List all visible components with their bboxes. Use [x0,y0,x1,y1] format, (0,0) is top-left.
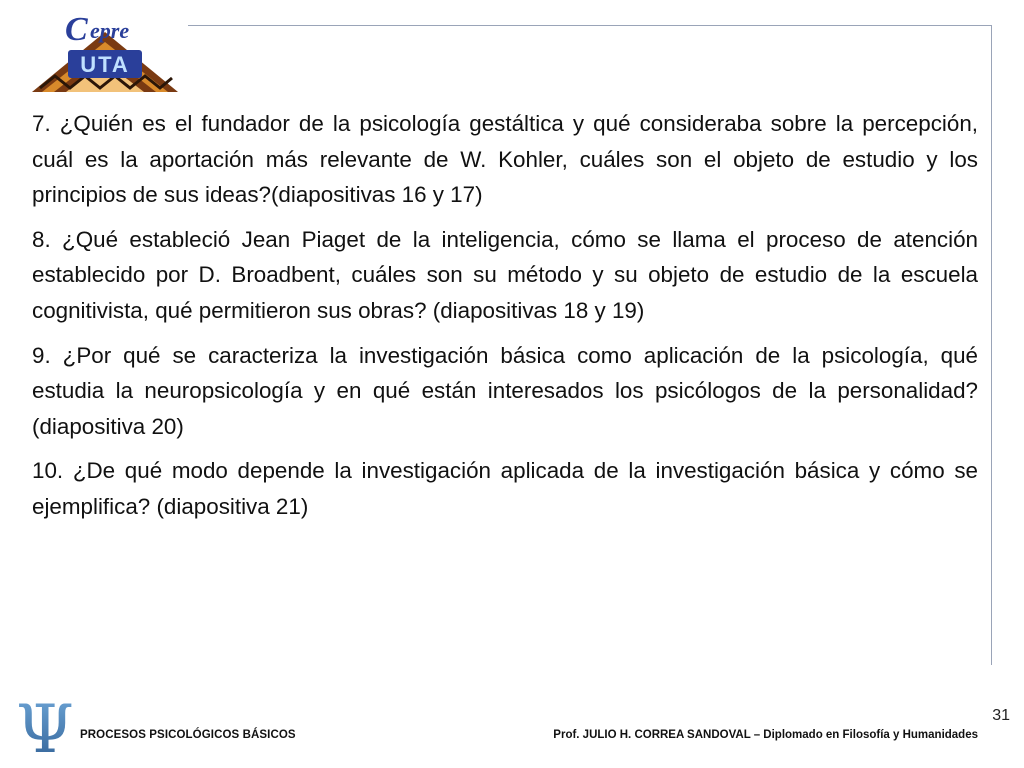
footer-course-title: PROCESOS PSICOLÓGICOS BÁSICOS [80,729,296,741]
footer-author-credit: Prof. JULIO H. CORREA SANDOVAL – Diplomado en Filosofía y Humanidades [553,729,978,741]
psi-icon [10,696,80,758]
svg-text:C: C [65,11,88,48]
question-10: 10. ¿De qué modo depende la investigación aplicada de la investigación básica y cómo se ejemplifica? (diapositiva 21) [32,458,978,519]
question-8: 8. ¿Qué estableció Jean Piaget de la inteligencia, cómo se llama el proceso de atención establecido por D. Broadbent, cuáles son su método y su objeto de estudio de la escuela cognitivista, qué permitieron sus obras? (diapositivas 18 y 19) [32,226,978,323]
page-number: 31 [992,707,1010,724]
cepre-uta-logo [20,2,190,100]
svg-text:UTA: UTA [80,52,130,77]
svg-text:Ψ: Ψ [16,696,74,758]
svg-text:epre: epre [90,18,130,43]
question-9: 9. ¿Por qué se caracteriza la investigación básica como aplicación de la psicología, qué estudia la neuropsicología y en qué están interesados los psicólogos de la personalidad? (diapositiva 20) [32,342,978,439]
slide-frame-top-line [188,25,992,26]
question-7: 7. ¿Quién es el fundador de la psicología gestáltica y qué consideraba sobre la percepción, cuál es la aportación más relevante de W. Kohler, cuáles son el objeto de estudio y los principios de sus ideas?(diapositivas 16 y 17) [32,111,978,208]
questions-list [32,106,978,534]
slide-frame-right-line [991,25,992,665]
